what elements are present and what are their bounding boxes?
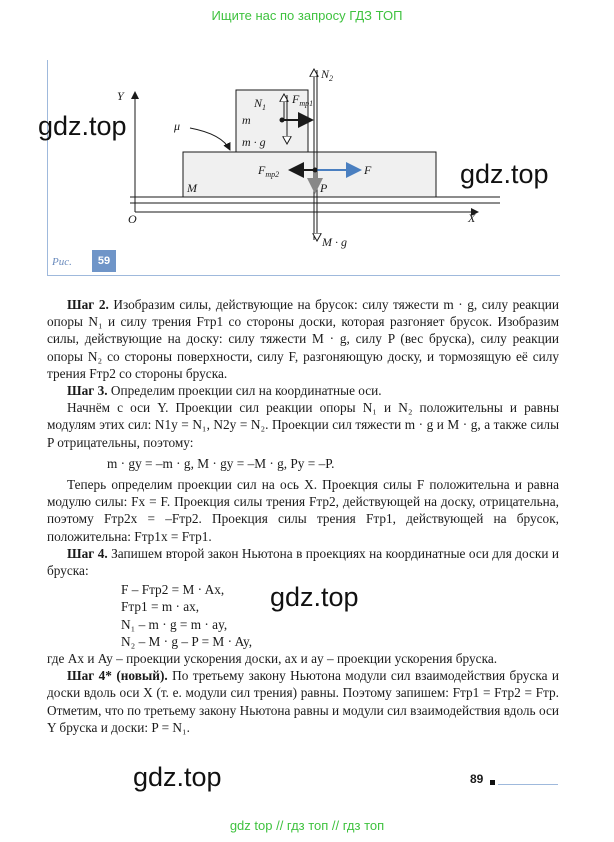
paragraph-step4-new: Шаг 4* (новый). По третьему закону Ньютона модули сил взаимодействия бруска и доски вдоль оси X (т. е. модули сил трения) равны. Поэтому запишем: Fтр1 = Fтр2 = Fтр. Отметим, что по третьему закону Ньютона равны и модули сил взаимодействия вдоль оси Y бруска и доски: P = N₁. (47, 668, 559, 735)
equation-2: Fтр1 = m · ax, (121, 599, 200, 615)
body-text (47, 296, 559, 736)
watermark: gdz.top (133, 762, 222, 792)
page-rule (498, 784, 558, 785)
block-m-label: m (242, 113, 251, 127)
paragraph-axis-y: Начнём с оси Y. Проекции сил реакции опоры N₁ и N₂ положительны и равны модулям этих сил: N1y = N₁, N2y = N₂. Проекции сил тяжести m · g и M · g, а также силы P отрицательны, поэтому: (47, 400, 559, 450)
watermark: gdz.top (38, 111, 127, 141)
figure-caption: Рис. (52, 256, 72, 268)
ftr2-label: $F_{тр2}$ (258, 163, 280, 179)
equation-3: N₁ – m · g = m · ay, (121, 616, 228, 632)
paragraph-where: где Ax и Ay – проекции ускорения доски, ax и ay – проекции ускорения бруска. (47, 651, 498, 667)
Mg-label: M · g (322, 235, 347, 249)
ftr1-label: $F_{тр1}$ (292, 92, 314, 108)
footer-links[interactable]: gdz top // гдз топ // гдз топ (229, 818, 385, 833)
watermark: gdz.top (270, 582, 359, 612)
page-marker (490, 780, 495, 785)
equation-y: m · gy = –m · g, M · gy = –M · g, Py = –P. (107, 455, 335, 471)
watermark: gdz.top (460, 159, 549, 189)
block-center-dot (280, 118, 285, 123)
y-axis-label: Y (117, 89, 124, 103)
page-number: 89 (470, 772, 484, 786)
paragraph-axis-x: Теперь определим проекции сил на ось X. Проекция силы F положительна и равна модулю силы: Fx = F. Проекция силы трения Fтр2, действующей на доску, отрицательна, поэтому Fтр2x = –Fтр2. Проекция силы трения Fтр1, действующей на брусок, положительна: Fтр1x = Fтр1. (47, 477, 559, 544)
header-promo[interactable]: Ищите нас по запросу ГДЗ ТОП (211, 8, 403, 23)
paragraph-step4: Шаг 4. Запишем второй закон Ньютона в проекциях на координатные оси для доски и бруска: (47, 545, 559, 579)
paragraph-step3: Шаг 3. Определим проекции сил на координатные оси. (67, 383, 382, 399)
board-M (183, 152, 436, 197)
board-center-dot (313, 168, 318, 173)
equation-1: F – Fтр2 = M · Ax, (121, 582, 225, 598)
board-M-label: M (187, 181, 197, 195)
paragraph-step2: Шаг 2. Изобразим силы, действующие на брусок: силу тяжести m · g, силу реакции опоры N₁ и силу трения Fтр1 со стороны доски, которая разгоняет брусок. Изобразим силы, действующие на доску: силу тяжести M · g, силу P (вес бруска), силу реакции опоры N₂ со стороны поверхности, силу F, разгоняющую доску, и тормозящую её силу трения Fтр2 со стороны бруска. (47, 297, 559, 381)
n1-label: $N_1$ (254, 96, 267, 112)
equation-4: N₂ – M · g – P = M · Ay, (121, 633, 253, 649)
f-label: F (364, 163, 372, 177)
figure-number: 59 (92, 250, 116, 272)
mg-label: m · g (242, 135, 266, 149)
origin-label: O (128, 212, 137, 226)
p-label: P (320, 181, 328, 195)
n2-label: $N_2$ (321, 67, 334, 83)
mu-pointer (190, 128, 230, 150)
mu-label: μ (174, 119, 181, 133)
x-axis-label: X (468, 211, 476, 225)
